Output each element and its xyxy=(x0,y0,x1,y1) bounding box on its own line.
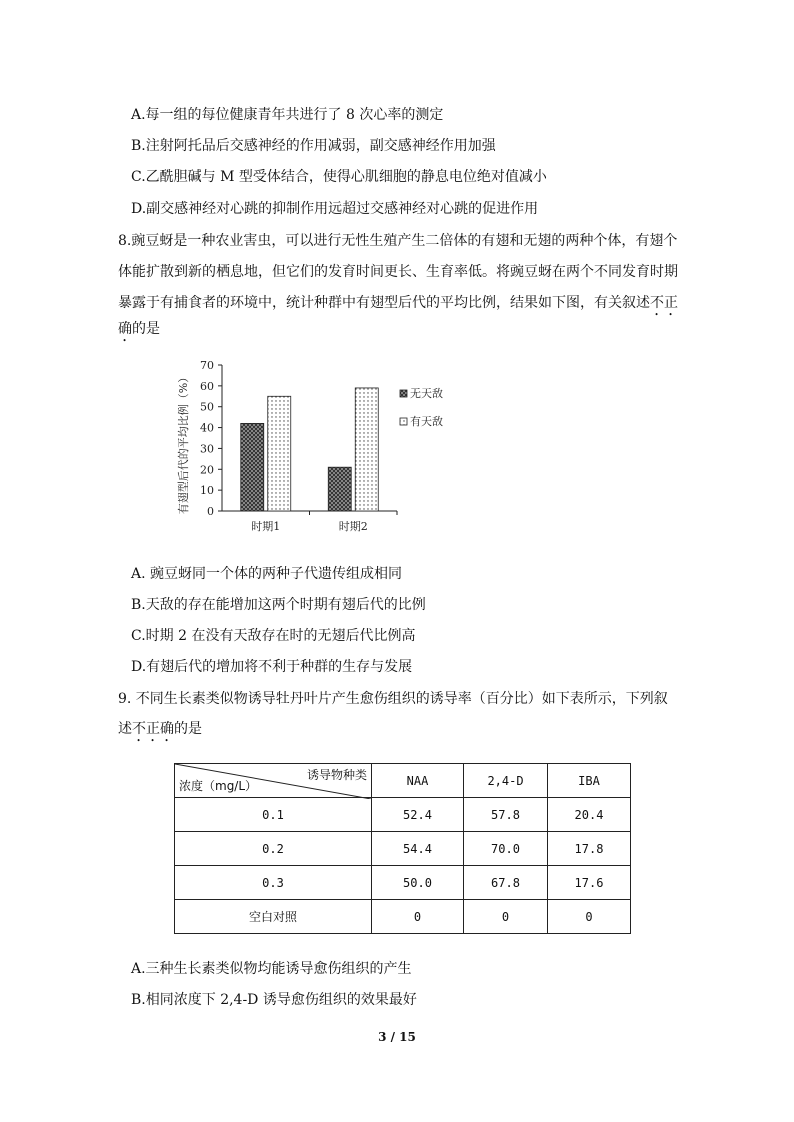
table-row xyxy=(175,900,631,934)
table-cell: 0 xyxy=(464,900,548,934)
q9-stem-line2: 述不正确的是 xyxy=(118,721,202,737)
legend-label: 有天敌 xyxy=(410,415,443,428)
q8-stem-line4: 确的是 xyxy=(118,321,160,337)
q8-emphasis-correct: 确 xyxy=(118,321,132,337)
table-corner-cell xyxy=(175,764,372,798)
row-label: 0.3 xyxy=(175,866,372,900)
q8-stem-line2: 体能扩散到新的栖息地，但它们的发育时间更长、生育率低。将豌豆蚜在两个不同发育时期 xyxy=(118,264,678,280)
y-tick-label: 0 xyxy=(207,505,214,518)
table-cell: 0 xyxy=(372,900,464,934)
legend-label: 无天敌 xyxy=(410,387,443,400)
q8-stem-line3: 暴露于有捕食者的环境中，统计种群中有翅型后代的平均比例，结果如下图，有关叙述不正 xyxy=(118,295,678,311)
q8-option-c: C.时期 2 在没有天敌存在时的无翅后代比例高 xyxy=(131,628,416,644)
table-row xyxy=(175,832,631,866)
x-tick-label: 时期2 xyxy=(338,520,368,533)
legend-swatch xyxy=(400,390,407,397)
q9-stem-line1: 9. 不同生长素类似物诱导牡丹叶片产生愈伤组织的诱导率（百分比）如下表所示，下列叙 xyxy=(118,691,668,707)
q8-option-b: B.天敌的存在能增加这两个时期有翅后代的比例 xyxy=(131,597,426,613)
bar xyxy=(241,423,264,511)
x-tick-label: 时期1 xyxy=(251,520,281,533)
table-header-row xyxy=(175,764,631,798)
table-row xyxy=(175,866,631,900)
y-tick-label: 50 xyxy=(200,400,214,414)
y-tick-label: 20 xyxy=(200,463,214,477)
table-cell: 0 xyxy=(548,900,631,934)
column-header: 2,4-D xyxy=(464,764,548,798)
table-cell: 50.0 xyxy=(372,866,464,900)
table-cell: 20.4 xyxy=(548,798,631,832)
q8-option-a: A. 豌豆蚜同一个体的两种子代遗传组成相同 xyxy=(131,566,403,582)
chart-legend xyxy=(400,387,443,428)
row-label: 0.1 xyxy=(175,798,372,832)
q8-emphasis-not: 不正 xyxy=(650,295,678,311)
page-number: 3 / 15 xyxy=(378,1030,416,1044)
table-cell: 67.8 xyxy=(464,866,548,900)
table-row xyxy=(175,798,631,832)
table-cell: 17.8 xyxy=(548,832,631,866)
q8-stem-line1: 8.豌豆蚜是一种农业害虫，可以进行无性生殖产生二倍体的有翅和无翅的两种个体，有翅个 xyxy=(118,233,678,249)
q7-option-d: D.副交感神经对心跳的抑制作用远超过交感神经对心跳的促进作用 xyxy=(131,201,539,217)
bar xyxy=(328,467,351,511)
q8-option-d: D.有翅后代的增加将不利于种群的生存与发展 xyxy=(131,659,413,675)
table-cell: 70.0 xyxy=(464,832,548,866)
row-label: 0.2 xyxy=(175,832,372,866)
chart-bars xyxy=(241,388,379,511)
q9-option-b: B.相同浓度下 2,4-D 诱导愈伤组织的效果最好 xyxy=(131,992,417,1008)
y-tick-label: 60 xyxy=(200,379,214,393)
q7-option-b: B.注射阿托品后交感神经的作用减弱，副交感神经作用加强 xyxy=(131,138,496,154)
q7-option-a: A.每一组的每位健康青年共进行了 8 次心率的测定 xyxy=(131,107,444,123)
q7-option-c: C.乙酰胆碱与 M 型受体结合，使得心肌细胞的静息电位绝对值减小 xyxy=(131,169,547,185)
induction-rate-table xyxy=(174,763,631,934)
column-header: NAA xyxy=(372,764,464,798)
corner-top-label: 诱导物种类 xyxy=(306,768,367,782)
q9-emphasis-incorrect: 不正确 xyxy=(132,721,174,737)
q9-option-a: A.三种生长素类似物均能诱导愈伤组织的产生 xyxy=(131,961,412,977)
bar xyxy=(355,388,378,511)
y-tick-label: 70 xyxy=(200,359,214,372)
svg-text:有翅型后代的平均比例（%）: 有翅型后代的平均比例（%） xyxy=(177,371,190,515)
y-tick-label: 40 xyxy=(200,421,214,435)
bar-chart xyxy=(170,355,490,540)
y-axis-label xyxy=(176,372,190,514)
column-header: IBA xyxy=(548,764,631,798)
table-cell: 52.4 xyxy=(372,798,464,832)
table-cell: 57.8 xyxy=(464,798,548,832)
corner-bottom-label: 浓度（mg/L） xyxy=(179,779,258,793)
legend-swatch xyxy=(400,418,407,425)
row-label: 空白对照 xyxy=(175,900,372,934)
table-cell: 54.4 xyxy=(372,832,464,866)
y-tick-label: 10 xyxy=(200,484,214,498)
table-cell: 17.6 xyxy=(548,866,631,900)
bar xyxy=(268,396,291,511)
y-tick-label: 30 xyxy=(200,442,214,456)
